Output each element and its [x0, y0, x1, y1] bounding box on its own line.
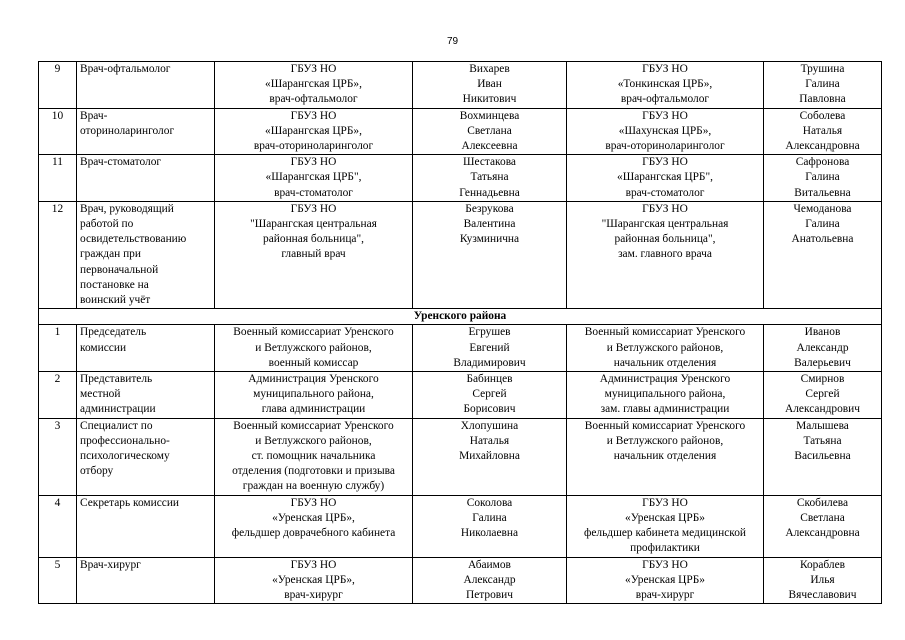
reserve-person-cell: [764, 155, 882, 202]
cell-line: муниципального района,: [604, 388, 726, 401]
cell-line: воинский учёт: [80, 294, 151, 307]
main-organization-cell: [215, 325, 413, 372]
cell-line: Врач-: [80, 109, 108, 122]
row-number: 11: [39, 155, 77, 202]
cell-line: Васильевна: [794, 450, 851, 463]
cell-line: Егрушев: [468, 326, 511, 339]
cell-line: Врач-офтальмолог: [80, 63, 171, 75]
cell-line: ГБУЗ НО: [642, 496, 688, 509]
main-organization-cell: [215, 62, 413, 109]
cell-line: Военный комиссариат Уренского: [584, 419, 746, 432]
cell-line: Вихарев: [469, 63, 510, 75]
row-number: 10: [39, 108, 77, 155]
position-cell: [77, 155, 215, 202]
cell-line: Наталья: [469, 434, 510, 447]
position-cell: [77, 495, 215, 557]
cell-line: ГБУЗ НО: [290, 63, 337, 75]
cell-line: врач-офтальмолог: [620, 93, 710, 106]
main-person-cell: [413, 325, 567, 372]
cell-line: оториноларинголог: [80, 124, 175, 137]
cell-line: Евгений: [469, 341, 510, 354]
cell-line: Татьяна: [803, 434, 842, 447]
main-person-cell: [413, 62, 567, 109]
cell-line: врач-оториноларинголог: [605, 140, 725, 153]
commission-table: [38, 61, 882, 604]
cell-line: Вячеславович: [788, 588, 857, 601]
main-organization-cell: [215, 557, 413, 604]
cell-line: Военный комиссариат Уренского: [584, 326, 746, 339]
cell-line: главный врач: [281, 248, 346, 261]
cell-line: зам. главного врача: [618, 248, 712, 261]
cell-line: Иванов: [804, 326, 841, 339]
cell-line: «Тонкинская ЦРБ»,: [617, 78, 713, 91]
cell-line: Скобилева: [796, 496, 849, 509]
cell-line: Врач, руководящий: [80, 202, 174, 215]
cell-line: фельдшер кабинета медицинской: [583, 527, 747, 540]
cell-line: Николаевна: [460, 527, 519, 540]
cell-line: Военный комиссариат Уренского: [233, 419, 394, 432]
cell-line: Светлана: [800, 511, 845, 524]
table-body-section: [39, 325, 882, 604]
cell-line: Сергей: [472, 388, 507, 401]
cell-line: Галина: [805, 218, 840, 231]
position-cell: [77, 108, 215, 155]
table-row: [39, 418, 882, 495]
cell-line: Алексеевна: [461, 140, 518, 153]
cell-line: Галина: [805, 171, 840, 184]
cell-line: «Уренская ЦРБ»: [625, 573, 705, 586]
cell-line: Соболева: [799, 109, 846, 122]
row-number: 9: [39, 62, 77, 109]
cell-line: местной: [80, 388, 121, 401]
position-cell: [77, 201, 215, 308]
cell-line: «Шарангская ЦРБ",: [617, 171, 713, 184]
main-organization-cell: [215, 201, 413, 308]
cell-line: начальник отделения: [613, 356, 717, 369]
cell-line: Смирнов: [800, 373, 845, 386]
reserve-organization-cell: [567, 155, 764, 202]
cell-line: Хлопушина: [460, 419, 519, 432]
reserve-organization-cell: [567, 201, 764, 308]
cell-line: Иван: [477, 78, 502, 91]
cell-line: врач-стоматолог: [625, 186, 705, 199]
cell-line: отбору: [80, 465, 114, 478]
cell-line: ГБУЗ НО: [642, 156, 688, 169]
cell-line: профилактики: [630, 542, 700, 555]
cell-line: комиссии: [80, 341, 127, 354]
cell-line: Светлана: [467, 124, 512, 137]
cell-line: фельдшер доврачебного кабинета: [231, 527, 396, 540]
cell-line: районная больница",: [614, 233, 716, 246]
main-person-cell: [413, 372, 567, 419]
cell-line: Владимирович: [453, 356, 526, 369]
cell-line: Александр: [796, 341, 849, 354]
cell-line: Валерьевич: [794, 356, 851, 369]
cell-line: ГБУЗ НО: [290, 558, 337, 571]
cell-line: Бабинцев: [466, 373, 513, 386]
cell-line: Военный комиссариат Уренского: [233, 326, 394, 339]
table-row: [39, 201, 882, 308]
position-cell: [77, 418, 215, 495]
reserve-person-cell: [764, 372, 882, 419]
cell-line: ГБУЗ НО: [642, 109, 688, 122]
reserve-person-cell: [764, 108, 882, 155]
cell-line: Врач-стоматолог: [80, 156, 162, 169]
cell-line: начальник отделения: [613, 450, 717, 463]
position-cell: [77, 62, 215, 109]
cell-line: Сафронова: [795, 156, 850, 169]
main-organization-cell: [215, 418, 413, 495]
section-header-row: [39, 309, 882, 325]
row-number: 3: [39, 418, 77, 495]
cell-line: Абаимов: [468, 558, 511, 571]
cell-line: «Уренская ЦРБ»,: [272, 511, 355, 524]
cell-line: ГБУЗ НО: [290, 202, 337, 215]
cell-line: «Уренская ЦРБ»,: [272, 573, 355, 586]
cell-line: Наталья: [802, 124, 843, 137]
row-number: 12: [39, 201, 77, 308]
cell-line: Безрукова: [465, 202, 514, 215]
cell-line: "Шарангская центральная: [250, 218, 377, 231]
cell-line: работой по: [80, 218, 134, 231]
cell-line: ГБУЗ НО: [290, 496, 337, 509]
cell-line: муниципального района,: [253, 388, 374, 401]
reserve-organization-cell: [567, 62, 764, 109]
cell-line: Галина: [472, 511, 507, 524]
main-organization-cell: [215, 155, 413, 202]
cell-line: Анатольевна: [791, 233, 854, 246]
cell-line: Председатель: [80, 326, 147, 339]
cell-line: и Ветлужского районов,: [255, 434, 372, 447]
position-cell: [77, 372, 215, 419]
cell-line: отделения (подготовки и призыва: [232, 465, 395, 478]
table-row: [39, 325, 882, 372]
row-number: 4: [39, 495, 77, 557]
row-number: 1: [39, 325, 77, 372]
reserve-organization-cell: [567, 108, 764, 155]
reserve-person-cell: [764, 495, 882, 557]
cell-line: ст. помощник начальника: [251, 450, 376, 463]
main-person-cell: [413, 201, 567, 308]
cell-line: врач-стоматолог: [274, 186, 353, 199]
cell-line: граждан на военную службу): [242, 480, 385, 493]
reserve-organization-cell: [567, 325, 764, 372]
cell-line: первоначальной: [80, 263, 159, 276]
cell-line: Специалист по: [80, 419, 153, 432]
cell-line: врач-хирург: [635, 588, 695, 601]
cell-line: «Шарангская ЦРБ»,: [265, 124, 362, 137]
cell-line: «Шарангская ЦРБ",: [265, 171, 362, 184]
cell-line: врач-хирург: [284, 588, 343, 601]
cell-line: «Шахунская ЦРБ»,: [618, 124, 712, 137]
cell-line: врач-оториноларинголог: [253, 140, 374, 153]
page-number: 79: [446, 36, 459, 47]
cell-line: ГБУЗ НО: [290, 109, 337, 122]
cell-line: Борисович: [463, 403, 516, 416]
cell-line: Администрация Уренского: [248, 373, 379, 386]
cell-line: Соколова: [466, 496, 513, 509]
cell-line: Секретарь комиссии: [80, 496, 180, 509]
main-person-cell: [413, 495, 567, 557]
cell-line: районная больница",: [263, 233, 364, 246]
main-person-cell: [413, 557, 567, 604]
cell-line: Валентина: [463, 218, 516, 231]
cell-line: глава администрации: [261, 403, 366, 416]
cell-line: ГБУЗ НО: [290, 156, 337, 169]
main-organization-cell: [215, 372, 413, 419]
cell-line: военный комиссар: [268, 356, 359, 369]
cell-line: ГБУЗ НО: [642, 202, 688, 215]
cell-line: Чемоданова: [793, 202, 852, 215]
cell-line: Вохминцева: [459, 109, 520, 122]
cell-line: Геннадьевна: [459, 186, 520, 199]
table-row: [39, 495, 882, 557]
cell-line: Татьяна: [470, 171, 509, 184]
cell-line: Шестакова: [463, 156, 516, 169]
cell-line: "Шарангская центральная: [601, 218, 729, 231]
cell-line: Никитович: [462, 93, 517, 106]
reserve-organization-cell: [567, 372, 764, 419]
table-row: [39, 62, 882, 109]
reserve-person-cell: [764, 201, 882, 308]
cell-line: Михайловна: [459, 450, 520, 463]
cell-line: Малышева: [796, 419, 849, 432]
position-cell: [77, 557, 215, 604]
cell-line: Врач-хирург: [80, 558, 141, 571]
reserve-organization-cell: [567, 418, 764, 495]
main-person-cell: [413, 108, 567, 155]
main-person-cell: [413, 418, 567, 495]
cell-line: и Ветлужского районов,: [606, 341, 724, 354]
row-number: 5: [39, 557, 77, 604]
position-cell: [77, 325, 215, 372]
cell-line: Витальевна: [794, 186, 851, 199]
reserve-organization-cell: [567, 495, 764, 557]
table-row: [39, 108, 882, 155]
row-number: 2: [39, 372, 77, 419]
cell-line: Трушина: [800, 63, 845, 75]
cell-line: Александр: [463, 573, 516, 586]
cell-line: Администрация Уренского: [599, 373, 731, 386]
cell-line: ГБУЗ НО: [642, 558, 688, 571]
cell-line: Илья: [810, 573, 835, 586]
cell-line: Павловна: [799, 93, 846, 106]
reserve-organization-cell: [567, 557, 764, 604]
cell-line: зам. главы администрации: [600, 403, 730, 416]
cell-line: врач-офтальмолог: [269, 93, 358, 106]
reserve-person-cell: [764, 418, 882, 495]
cell-line: и Ветлужского районов,: [255, 341, 372, 354]
cell-line: Кораблев: [799, 558, 846, 571]
table-row: [39, 557, 882, 604]
section-title: Уренского района: [39, 309, 882, 325]
cell-line: освидетельствованию: [80, 233, 187, 246]
cell-line: Сергей: [805, 388, 840, 401]
cell-line: Александровна: [785, 140, 860, 153]
cell-line: Кузминична: [459, 233, 520, 246]
cell-line: психологическому: [80, 450, 170, 463]
main-person-cell: [413, 155, 567, 202]
cell-line: Александрович: [785, 403, 860, 416]
reserve-person-cell: [764, 62, 882, 109]
cell-line: Петрович: [466, 588, 513, 601]
section-header-body: [39, 309, 882, 325]
cell-line: Галина: [805, 78, 840, 91]
reserve-person-cell: [764, 325, 882, 372]
reserve-person-cell: [764, 557, 882, 604]
cell-line: «Шарангская ЦРБ»,: [265, 78, 362, 91]
main-organization-cell: [215, 108, 413, 155]
table-row: [39, 155, 882, 202]
cell-line: Представитель: [80, 373, 153, 386]
cell-line: профессионально-: [80, 434, 170, 447]
table-body-top: [39, 62, 882, 309]
cell-line: граждан при: [80, 248, 141, 261]
table-row: [39, 372, 882, 419]
cell-line: ГБУЗ НО: [642, 63, 688, 75]
cell-line: Александровна: [785, 527, 860, 540]
cell-line: администрации: [80, 403, 156, 416]
cell-line: «Уренская ЦРБ»: [625, 511, 705, 524]
cell-line: постановке на: [80, 278, 149, 291]
cell-line: и Ветлужского районов,: [606, 434, 724, 447]
main-organization-cell: [215, 495, 413, 557]
